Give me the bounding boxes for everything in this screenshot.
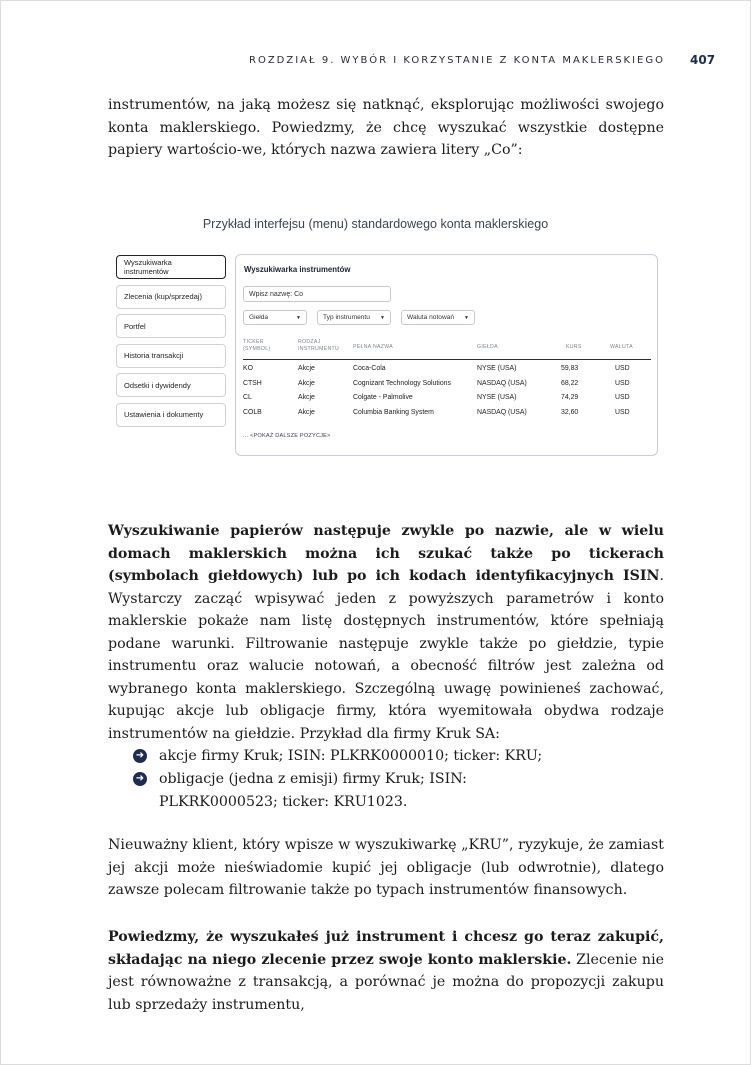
cell-exchange: NASDAQ (USA) (477, 409, 527, 417)
page-number: 407 (690, 53, 716, 67)
menu-interest-dividends[interactable]: Odsetki i dywidendy (116, 373, 226, 397)
list-item (132, 745, 672, 768)
emphasis-text: Powiedzmy, że wyszukałeś już instrument i chcesz go teraz zakupić, składając na niego zlecenie przez swoje konto maklerskie. (108, 929, 664, 968)
cell-type: Akcje (298, 379, 315, 387)
bullet-list (132, 745, 672, 814)
col-header-ticker: TICKER (SYMBOL) (243, 339, 271, 352)
col-header-name: PEŁNA NAZWA (353, 344, 394, 350)
paragraph-search-methods (108, 520, 664, 745)
instrument-type-dropdown-label: Typ instrumentu (323, 314, 370, 321)
currency-dropdown[interactable] (401, 310, 475, 325)
cell-ticker: CL (243, 394, 252, 402)
cell-type: Akcje (298, 365, 315, 372)
cell-price: 59,83 (561, 365, 579, 372)
currency-dropdown-label: Waluta notowań (407, 314, 455, 321)
figure-caption: Przykład interfejsu (menu) standardowego konta maklerskiego (202, 217, 549, 231)
col-header-currency: WALUTA (610, 344, 633, 350)
menu-portfolio[interactable]: Portfel (116, 314, 226, 338)
search-input[interactable]: Wpisz nazwę: Co (243, 286, 391, 302)
menu-settings-documents[interactable]: Ustawienia i dokumenty (116, 403, 226, 427)
chevron-down-icon: ▼ (464, 314, 469, 321)
paragraph-order (108, 926, 664, 1016)
running-head: ROZDZIAŁ 9. WYBÓR I KORZYSTANIE Z KONTA MAKLERSKIEGO (249, 55, 665, 66)
paragraph-careless-client (108, 834, 664, 902)
cell-ticker: CTSH (243, 379, 262, 387)
paragraph-text: . Wystarczy zacząć wpisywać jeden z powyższych parametrów i konto maklerskie pokaże nam listę dostępnych instrumentów, które spełniają podane warunki. Filtrowanie następuje zwykle także po giełdzie, typie instrumentu oraz walucie notowań, a obecność filtrów jest zależna od wybranego konta maklerskiego. Szczególną uwagę powinieneś zachować, kupując akcje lub obligacje firmy, która wyemitowała obydwa rodzaje instrumentów na giełdzie. Przykład dla firmy Kruk SA: (108, 568, 664, 742)
cell-type: Akcje (298, 394, 315, 402)
table-header-divider (243, 359, 651, 360)
chevron-down-icon: ▼ (380, 314, 385, 321)
exchange-dropdown[interactable] (243, 310, 307, 325)
menu-instrument-search[interactable]: Wyszukiwarka instrumentów (116, 255, 226, 279)
cell-currency: USD (615, 409, 630, 417)
cell-name: Colgate - Palmolive (353, 394, 413, 402)
show-more-link[interactable]: ... <POKAŻ DALSZE POZYCJE> (243, 433, 331, 439)
chevron-down-icon: ▼ (296, 314, 301, 321)
list-item-text: akcje firmy Kruk; ISIN: PLKRK0000010; ticker: KRU; (159, 748, 543, 764)
list-item-text: obligacje (jedna z emisji) firmy Kruk; ISIN: PLKRK0000523; ticker: KRU1023. (159, 771, 467, 810)
paragraph-text: Zlecenie nie jest równoważne z transakcją, a porównać je można do propozycji zakupu lub sprzedaży instrumentu, (108, 951, 665, 1013)
paragraph-order-text (108, 926, 664, 1016)
emphasis-text: Wyszukiwanie papierów następuje zwykle po nazwie, ale w wielu domach maklerskich można ich szukać także po tickerach (symbolach giełdowych) lub po ich kodach identyfikacyjnych ISIN (108, 523, 664, 584)
menu-orders[interactable]: Zlecenia (kup/sprzedaj) (116, 285, 226, 309)
cell-price: 32,60 (561, 409, 579, 417)
cell-price: 68,22 (561, 379, 579, 387)
arrow-right-circle-icon: ➜ (133, 749, 147, 763)
cell-type: Akcje (298, 409, 315, 417)
cell-currency: USD (615, 379, 630, 387)
broker-sidebar-menu (116, 255, 226, 432)
cell-currency: USD (615, 394, 630, 402)
arrow-right-circle-icon: ➜ (133, 772, 147, 786)
table-row[interactable] (236, 409, 657, 424)
cell-exchange: NYSE (USA) (477, 365, 517, 372)
col-header-price: KURS (566, 344, 582, 350)
results-table (236, 365, 657, 424)
instrument-type-dropdown[interactable] (317, 310, 391, 325)
cell-ticker: KO (243, 365, 253, 372)
intro-text: instrumentów, na jaką możesz się natknąć, eksplorując możliwości swojego konta maklerskiego. Powiedzmy, że chcę wyszukać wszystkie dostępne papiery wartościo-we, których nazwa zawiera litery „Co”: (108, 97, 664, 158)
cell-name: Cognizant Technology Solutions (353, 379, 451, 387)
panel-title: Wyszukiwarka instrumentów (244, 265, 351, 274)
paragraph-search-methods-text (108, 520, 664, 745)
menu-transaction-history[interactable]: Historia transakcji (116, 344, 226, 368)
list-item (132, 768, 579, 814)
cell-ticker: COLB (243, 409, 262, 417)
table-row[interactable] (236, 380, 657, 395)
cell-currency: USD (615, 365, 630, 372)
table-row[interactable] (236, 365, 657, 380)
cell-name: Coca-Cola (353, 365, 386, 372)
intro-paragraph (108, 94, 664, 162)
paragraph-text: Nieuważny klient, który wpisze w wyszukiwarkę „KRU”, ryzykuje, że zamiast jej akcji może nieświadomie kupić jej obligacje (lub odwrotnie), dlatego zawsze polecam filtrowanie także po typach instrumentów finansowych. (108, 837, 664, 898)
col-header-type: RODZAJ INSTRUMENTU (298, 339, 340, 352)
table-row[interactable] (236, 394, 657, 409)
instrument-search-panel (235, 254, 658, 456)
cell-price: 74,29 (561, 394, 579, 402)
cell-exchange: NYSE (USA) (477, 394, 517, 402)
cell-exchange: NASDAQ (USA) (477, 379, 527, 387)
col-header-exchange: GIEŁDA (477, 344, 498, 350)
cell-name: Columbia Banking System (353, 409, 434, 417)
exchange-dropdown-label: Giełda (249, 314, 269, 321)
